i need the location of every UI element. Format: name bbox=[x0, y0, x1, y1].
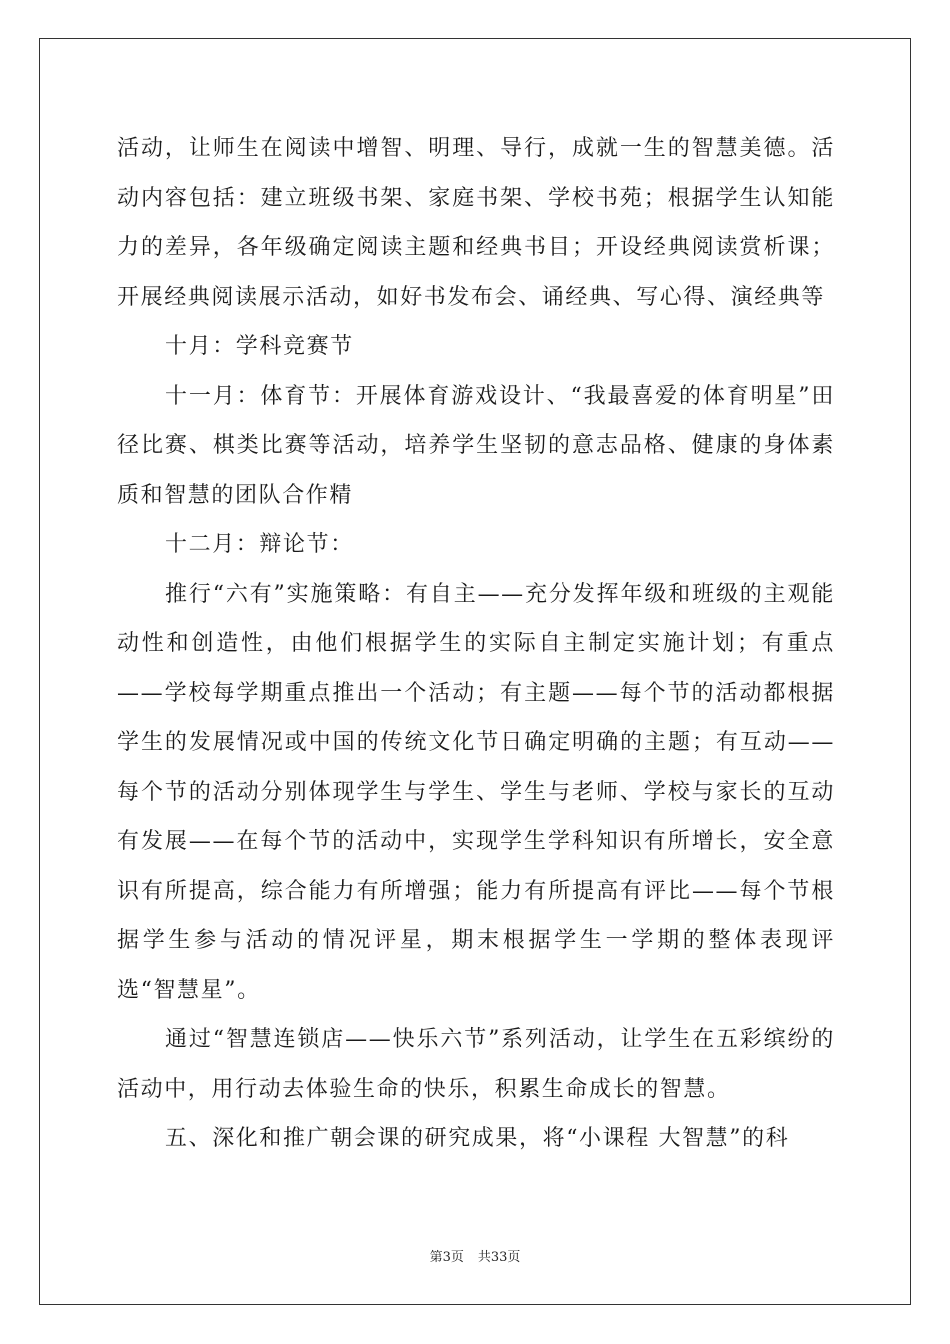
paragraph: 通过“智慧连锁店——快乐六节”系列活动，让学生在五彩缤纷的活动中，用行动去体验生命的快乐，积累生命成长的智慧。 bbox=[117, 1027, 835, 1102]
page-total: 共33页 bbox=[477, 1250, 521, 1265]
page-number: 第3页 bbox=[429, 1250, 464, 1265]
paragraph: 五、深化和推广朝会课的研究成果，将“小课程 大智慧”的科 bbox=[165, 1126, 790, 1151]
paragraph: 十一月：体育节：开展体育游戏设计、“我最喜爱的体育明星”田径比赛、棋类比赛等活动，培养学生坚韧的意志品格、健康的身体素质和智慧的团队合作精 bbox=[117, 383, 835, 508]
document-body bbox=[117, 124, 835, 1164]
paragraph: 推行“六有”实施策略：有自主——充分发挥年级和班级的主观能动性和创造性，由他们根据学生的实际自主制定实施计划；有重点——学校每学期重点推出一个活动；有主题——每个节的活动都根据学生的发展情况或中国的传统文化节日确定明确的主题；有互动——每个节的活动分别体现学生与学生、学生与老师、学校与家长的互动有发展——在每个节的活动中，实现学生学科知识有所增长，安全意识有所提高，综合能力有所增强；能力有所提高有评比——每个节根据学生参与活动的情况评星，期末根据学生一学期的整体表现评选“智慧星”。 bbox=[117, 581, 835, 1003]
page-footer bbox=[0, 1246, 950, 1265]
paragraph: 十月：学科竞赛节 bbox=[165, 334, 354, 359]
paragraph: 十二月：辩论节： bbox=[165, 532, 354, 557]
paragraph: 活动，让师生在阅读中增智、明理、导行，成就一生的智慧美德。活动内容包括：建立班级书架、家庭书架、学校书苑；根据学生认知能力的差异，各年级确定阅读主题和经典书目；开设经典阅读赏析课；开展经典阅读展示活动，如好书发布会、诵经典、写心得、演经典等 bbox=[117, 136, 835, 310]
